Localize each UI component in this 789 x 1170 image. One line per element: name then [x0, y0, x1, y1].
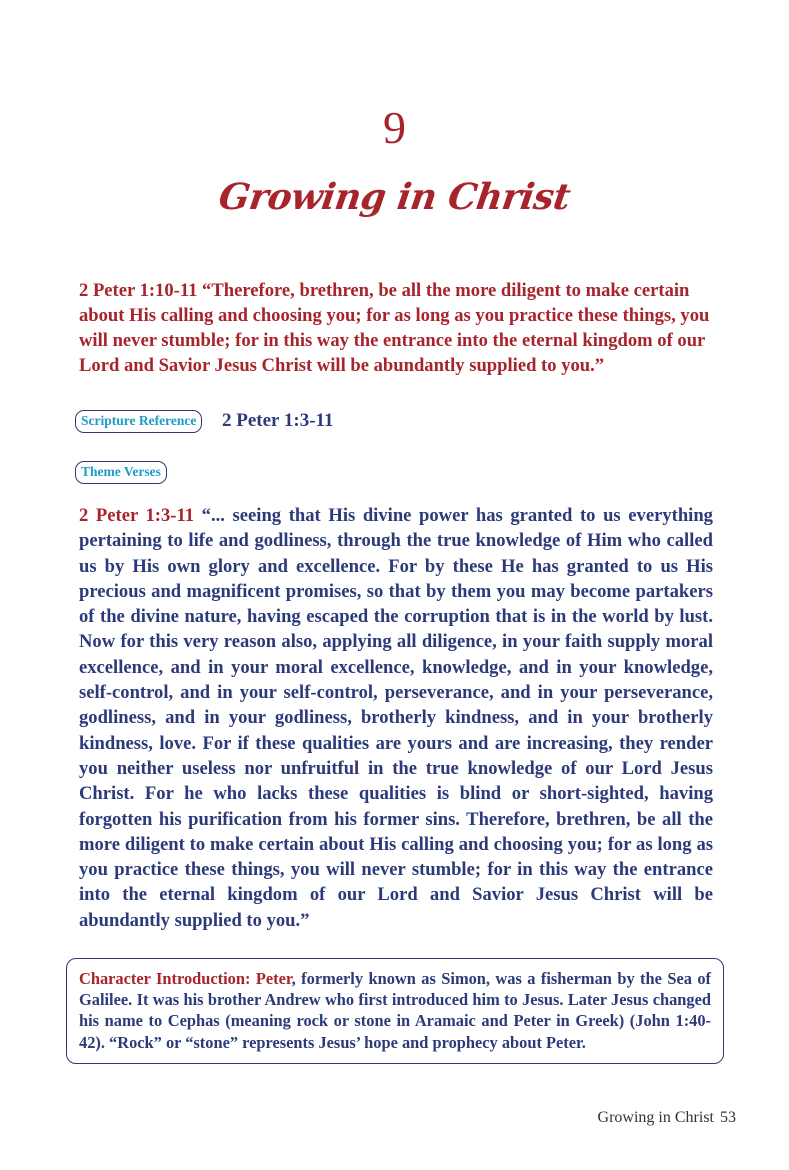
chapter-number: 9: [383, 102, 406, 153]
character-introduction-text: , formerly known as Simon, was a fisherman by the Sea of Galilee. It was his brother Andrew who first introduced him to Jesus. Later Jesus changed his name to Cephas (meaning rock or stone in Aramaic and Peter in Greek) (John 1:40-42). “Rock” or “stone” represents Jesus’ hope and prophecy about Peter.: [79, 969, 711, 1052]
key-verse: 2 Peter 1:10-11 “Therefore, brethren, be all the more diligent to make certain about His calling and choosing you; for as long as you practice these things, you will never stumble; for in this way the entrance into the eternal kingdom of our Lord and Savior Jesus Christ will be abundantly supplied to you.”: [79, 280, 710, 376]
theme-verse-ref: 2 Peter 1:3-11: [79, 505, 195, 526]
theme-verses-label: Theme Verses: [75, 461, 167, 484]
theme-verse-text: “... seeing that His divine power has granted to us everything pertaining to life and godliness, through the true knowledge of Him who called us by His own glory and excellence. For by these He has granted to us His precious and magnificent promises, so that by them you may become partakers of the divine nature, having escaped the corruption that is in the world by lust. Now for this very reason also, applying all diligence, in your faith supply moral excellence, and in your moral excellence, knowledge, and in your knowledge, self-control, and in your self-control, perseverance, and in your perseverance, godliness, and in your godliness, brotherly kindness, and in your brotherly kindness, love. For if these qualities are yours and are increasing, they render you neither useless nor unfruitful in the true knowledge of our Lord Jesus Christ. For he who lacks these qualities is blind or short-sighted, having forgotten his purification from his former sins. Therefore, brethren, be all the more diligent to make certain about His calling and choosing you; for as long as you practice these things, you will never stumble; for in this way the entrance into the eternal kingdom of our Lord and Savior Jesus Christ will be abundantly supplied to you.”: [79, 505, 713, 931]
page-footer: [598, 1108, 736, 1128]
character-introduction-box: [66, 958, 724, 1064]
scripture-reference-value: 2 Peter 1:3-11: [222, 410, 334, 431]
page-number: 53: [720, 1109, 736, 1126]
scripture-reference-label: Scripture Reference: [75, 410, 202, 433]
theme-verse-passage: [79, 503, 713, 933]
running-title: Growing in Christ: [597, 1109, 714, 1126]
character-introduction-label: Character Introduction: Peter: [79, 969, 292, 988]
chapter-title: Growing in Christ: [216, 176, 573, 218]
